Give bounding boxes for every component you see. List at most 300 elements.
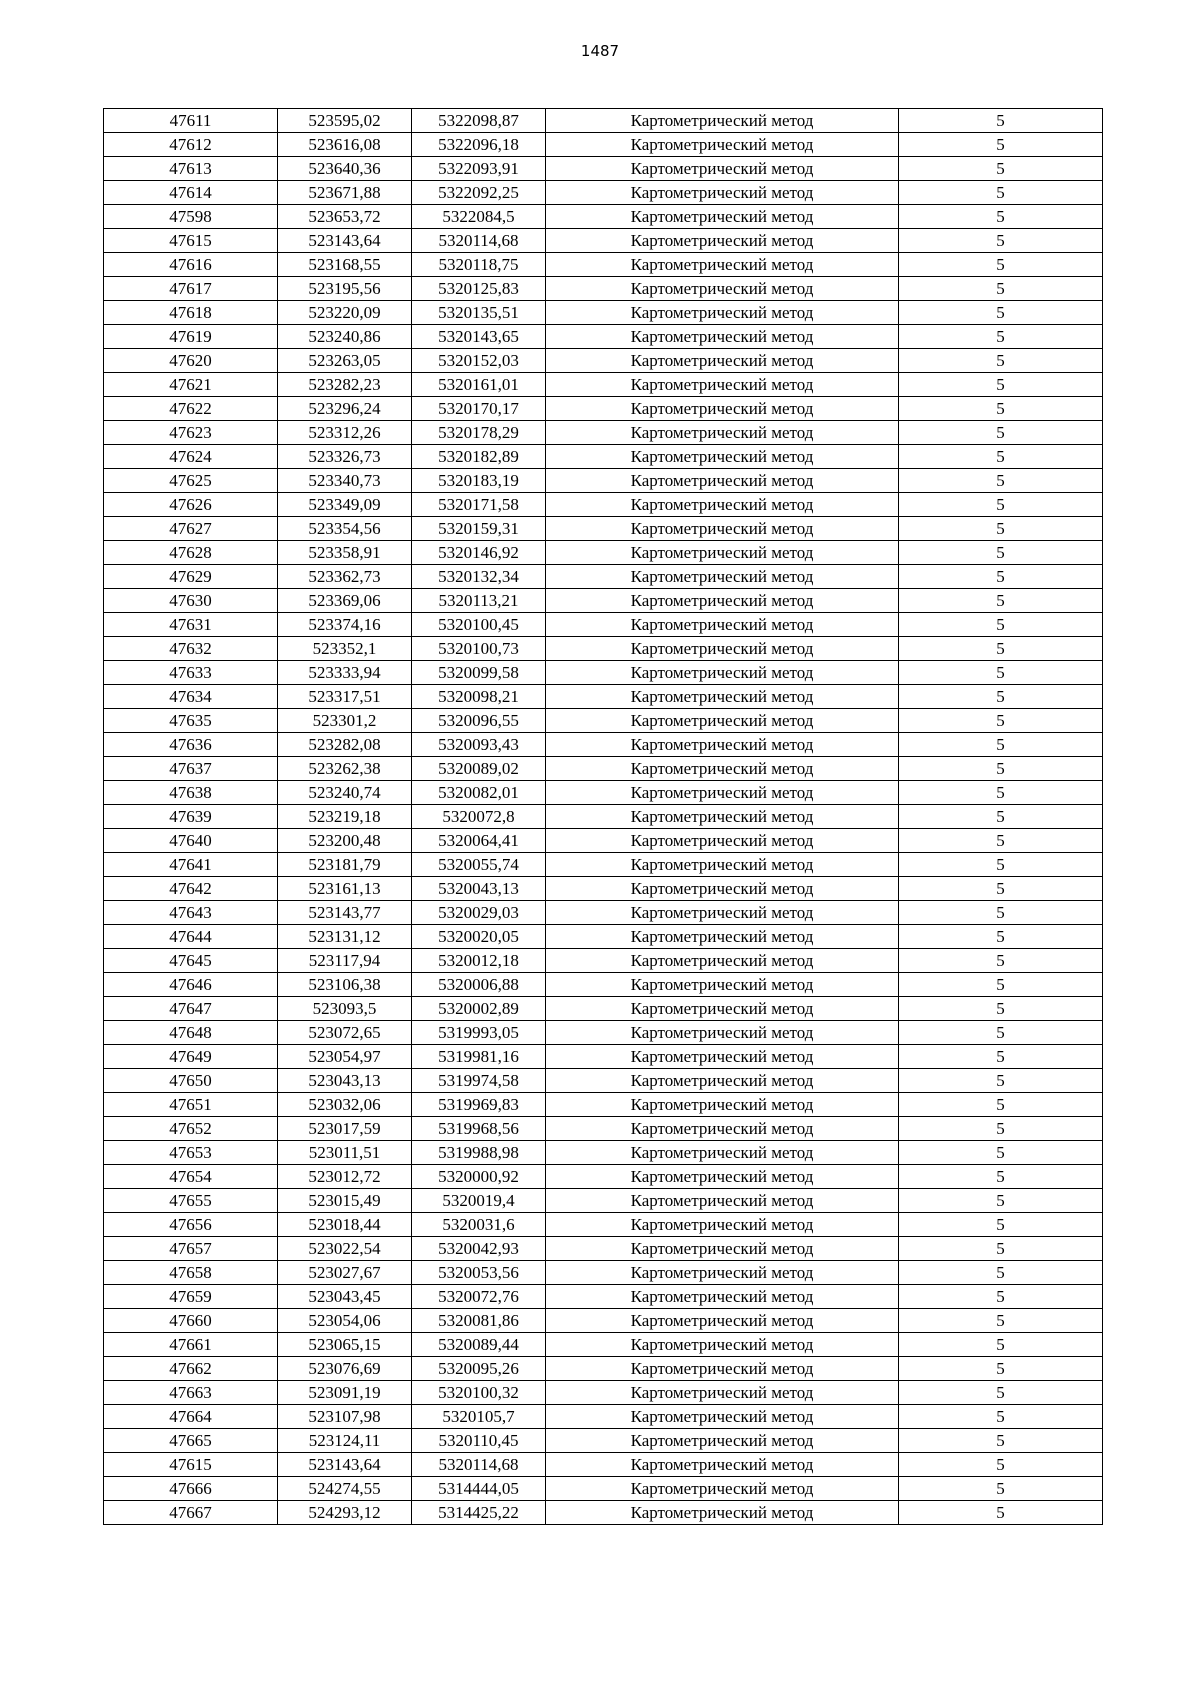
table-row xyxy=(104,1477,1103,1501)
accuracy-cell: 5 xyxy=(899,421,1103,445)
x-coordinate-cell: 523124,11 xyxy=(278,1429,412,1453)
table-row xyxy=(104,397,1103,421)
accuracy-cell: 5 xyxy=(899,973,1103,997)
x-coordinate-cell: 523107,98 xyxy=(278,1405,412,1429)
point-number-cell: 47657 xyxy=(104,1237,278,1261)
point-number-cell: 47655 xyxy=(104,1189,278,1213)
point-number-cell: 47633 xyxy=(104,661,278,685)
table-row xyxy=(104,997,1103,1021)
method-cell: Картометрический метод xyxy=(546,1309,899,1333)
point-number-cell: 47667 xyxy=(104,1501,278,1525)
point-number-cell: 47621 xyxy=(104,373,278,397)
accuracy-cell: 5 xyxy=(899,493,1103,517)
y-coordinate-cell: 5320064,41 xyxy=(412,829,546,853)
x-coordinate-cell: 523296,24 xyxy=(278,397,412,421)
table-row xyxy=(104,877,1103,901)
point-number-cell: 47630 xyxy=(104,589,278,613)
point-number-cell: 47650 xyxy=(104,1069,278,1093)
point-number-cell: 47615 xyxy=(104,1453,278,1477)
accuracy-cell: 5 xyxy=(899,541,1103,565)
point-number-cell: 47625 xyxy=(104,469,278,493)
accuracy-cell: 5 xyxy=(899,1357,1103,1381)
method-cell: Картометрический метод xyxy=(546,997,899,1021)
table-row xyxy=(104,853,1103,877)
accuracy-cell: 5 xyxy=(899,109,1103,133)
point-number-cell: 47598 xyxy=(104,205,278,229)
accuracy-cell: 5 xyxy=(899,781,1103,805)
y-coordinate-cell: 5320171,58 xyxy=(412,493,546,517)
y-coordinate-cell: 5319981,16 xyxy=(412,1045,546,1069)
accuracy-cell: 5 xyxy=(899,757,1103,781)
table-row xyxy=(104,1261,1103,1285)
y-coordinate-cell: 5320125,83 xyxy=(412,277,546,301)
x-coordinate-cell: 523282,08 xyxy=(278,733,412,757)
y-coordinate-cell: 5320183,19 xyxy=(412,469,546,493)
x-coordinate-cell: 523181,79 xyxy=(278,853,412,877)
accuracy-cell: 5 xyxy=(899,637,1103,661)
method-cell: Картометрический метод xyxy=(546,277,899,301)
method-cell: Картометрический метод xyxy=(546,301,899,325)
method-cell: Картометрический метод xyxy=(546,661,899,685)
y-coordinate-cell: 5320114,68 xyxy=(412,1453,546,1477)
point-number-cell: 47654 xyxy=(104,1165,278,1189)
table-row xyxy=(104,181,1103,205)
accuracy-cell: 5 xyxy=(899,901,1103,925)
method-cell: Картометрический метод xyxy=(546,1381,899,1405)
y-coordinate-cell: 5320113,21 xyxy=(412,589,546,613)
table-row xyxy=(104,1093,1103,1117)
accuracy-cell: 5 xyxy=(899,253,1103,277)
x-coordinate-cell: 523065,15 xyxy=(278,1333,412,1357)
method-cell: Картометрический метод xyxy=(546,1093,899,1117)
y-coordinate-cell: 5320100,73 xyxy=(412,637,546,661)
accuracy-cell: 5 xyxy=(899,277,1103,301)
point-number-cell: 47648 xyxy=(104,1021,278,1045)
y-coordinate-cell: 5322096,18 xyxy=(412,133,546,157)
table-row xyxy=(104,949,1103,973)
x-coordinate-cell: 523616,08 xyxy=(278,133,412,157)
table-row xyxy=(104,1405,1103,1429)
point-number-cell: 47617 xyxy=(104,277,278,301)
method-cell: Картометрический метод xyxy=(546,637,899,661)
point-number-cell: 47629 xyxy=(104,565,278,589)
x-coordinate-cell: 523352,1 xyxy=(278,637,412,661)
table-row xyxy=(104,1021,1103,1045)
x-coordinate-cell: 523022,54 xyxy=(278,1237,412,1261)
accuracy-cell: 5 xyxy=(899,1309,1103,1333)
accuracy-cell: 5 xyxy=(899,205,1103,229)
x-coordinate-cell: 523017,59 xyxy=(278,1117,412,1141)
method-cell: Картометрический метод xyxy=(546,949,899,973)
accuracy-cell: 5 xyxy=(899,181,1103,205)
y-coordinate-cell: 5320161,01 xyxy=(412,373,546,397)
point-number-cell: 47660 xyxy=(104,1309,278,1333)
x-coordinate-cell: 523131,12 xyxy=(278,925,412,949)
x-coordinate-cell: 523374,16 xyxy=(278,613,412,637)
point-number-cell: 47620 xyxy=(104,349,278,373)
y-coordinate-cell: 5320152,03 xyxy=(412,349,546,373)
method-cell: Картометрический метод xyxy=(546,877,899,901)
method-cell: Картометрический метод xyxy=(546,1357,899,1381)
point-number-cell: 47643 xyxy=(104,901,278,925)
point-number-cell: 47644 xyxy=(104,925,278,949)
table-row xyxy=(104,925,1103,949)
table-row xyxy=(104,829,1103,853)
y-coordinate-cell: 5319968,56 xyxy=(412,1117,546,1141)
y-coordinate-cell: 5320006,88 xyxy=(412,973,546,997)
table-row xyxy=(104,1501,1103,1525)
point-number-cell: 47613 xyxy=(104,157,278,181)
coordinates-table-body xyxy=(104,109,1103,1525)
table-row xyxy=(104,613,1103,637)
table-row xyxy=(104,685,1103,709)
method-cell: Картометрический метод xyxy=(546,1141,899,1165)
method-cell: Картометрический метод xyxy=(546,229,899,253)
y-coordinate-cell: 5322084,5 xyxy=(412,205,546,229)
y-coordinate-cell: 5319974,58 xyxy=(412,1069,546,1093)
y-coordinate-cell: 5320029,03 xyxy=(412,901,546,925)
table-row xyxy=(104,589,1103,613)
method-cell: Картометрический метод xyxy=(546,133,899,157)
method-cell: Картометрический метод xyxy=(546,1189,899,1213)
table-row xyxy=(104,1309,1103,1333)
point-number-cell: 47628 xyxy=(104,541,278,565)
y-coordinate-cell: 5319988,98 xyxy=(412,1141,546,1165)
accuracy-cell: 5 xyxy=(899,805,1103,829)
accuracy-cell: 5 xyxy=(899,301,1103,325)
x-coordinate-cell: 523143,64 xyxy=(278,1453,412,1477)
point-number-cell: 47666 xyxy=(104,1477,278,1501)
point-number-cell: 47651 xyxy=(104,1093,278,1117)
point-number-cell: 47627 xyxy=(104,517,278,541)
x-coordinate-cell: 523362,73 xyxy=(278,565,412,589)
method-cell: Картометрический метод xyxy=(546,685,899,709)
y-coordinate-cell: 5320089,44 xyxy=(412,1333,546,1357)
accuracy-cell: 5 xyxy=(899,997,1103,1021)
method-cell: Картометрический метод xyxy=(546,109,899,133)
accuracy-cell: 5 xyxy=(899,1261,1103,1285)
table-row xyxy=(104,469,1103,493)
method-cell: Картометрический метод xyxy=(546,1117,899,1141)
y-coordinate-cell: 5320143,65 xyxy=(412,325,546,349)
method-cell: Картометрический метод xyxy=(546,253,899,277)
x-coordinate-cell: 523240,74 xyxy=(278,781,412,805)
accuracy-cell: 5 xyxy=(899,1501,1103,1525)
accuracy-cell: 5 xyxy=(899,661,1103,685)
accuracy-cell: 5 xyxy=(899,1285,1103,1309)
method-cell: Картометрический метод xyxy=(546,1213,899,1237)
table-row xyxy=(104,661,1103,685)
table-row xyxy=(104,109,1103,133)
x-coordinate-cell: 523301,2 xyxy=(278,709,412,733)
point-number-cell: 47622 xyxy=(104,397,278,421)
table-row xyxy=(104,253,1103,277)
method-cell: Картометрический метод xyxy=(546,829,899,853)
table-row xyxy=(104,277,1103,301)
y-coordinate-cell: 5320159,31 xyxy=(412,517,546,541)
accuracy-cell: 5 xyxy=(899,1213,1103,1237)
x-coordinate-cell: 523015,49 xyxy=(278,1189,412,1213)
method-cell: Картометрический метод xyxy=(546,805,899,829)
y-coordinate-cell: 5320012,18 xyxy=(412,949,546,973)
table-row xyxy=(104,325,1103,349)
x-coordinate-cell: 523640,36 xyxy=(278,157,412,181)
page-number: 1487 xyxy=(580,42,620,60)
x-coordinate-cell: 524293,12 xyxy=(278,1501,412,1525)
method-cell: Картометрический метод xyxy=(546,613,899,637)
accuracy-cell: 5 xyxy=(899,1477,1103,1501)
table-row xyxy=(104,1453,1103,1477)
point-number-cell: 47626 xyxy=(104,493,278,517)
y-coordinate-cell: 5320118,75 xyxy=(412,253,546,277)
y-coordinate-cell: 5314425,22 xyxy=(412,1501,546,1525)
accuracy-cell: 5 xyxy=(899,133,1103,157)
point-number-cell: 47635 xyxy=(104,709,278,733)
table-row xyxy=(104,205,1103,229)
accuracy-cell: 5 xyxy=(899,349,1103,373)
point-number-cell: 47616 xyxy=(104,253,278,277)
method-cell: Картометрический метод xyxy=(546,445,899,469)
point-number-cell: 47638 xyxy=(104,781,278,805)
accuracy-cell: 5 xyxy=(899,1453,1103,1477)
x-coordinate-cell: 523072,65 xyxy=(278,1021,412,1045)
method-cell: Картометрический метод xyxy=(546,1069,899,1093)
method-cell: Картометрический метод xyxy=(546,1021,899,1045)
method-cell: Картометрический метод xyxy=(546,1237,899,1261)
table-row xyxy=(104,901,1103,925)
accuracy-cell: 5 xyxy=(899,1405,1103,1429)
point-number-cell: 47624 xyxy=(104,445,278,469)
table-row xyxy=(104,709,1103,733)
accuracy-cell: 5 xyxy=(899,373,1103,397)
point-number-cell: 47623 xyxy=(104,421,278,445)
x-coordinate-cell: 523333,94 xyxy=(278,661,412,685)
x-coordinate-cell: 523106,38 xyxy=(278,973,412,997)
method-cell: Картометрический метод xyxy=(546,181,899,205)
method-cell: Картометрический метод xyxy=(546,349,899,373)
point-number-cell: 47642 xyxy=(104,877,278,901)
x-coordinate-cell: 523011,51 xyxy=(278,1141,412,1165)
y-coordinate-cell: 5320170,17 xyxy=(412,397,546,421)
y-coordinate-cell: 5320182,89 xyxy=(412,445,546,469)
y-coordinate-cell: 5322098,87 xyxy=(412,109,546,133)
table-row xyxy=(104,493,1103,517)
table-row xyxy=(104,565,1103,589)
table-row xyxy=(104,421,1103,445)
accuracy-cell: 5 xyxy=(899,853,1103,877)
method-cell: Картометрический метод xyxy=(546,205,899,229)
y-coordinate-cell: 5320031,6 xyxy=(412,1213,546,1237)
point-number-cell: 47656 xyxy=(104,1213,278,1237)
table-row xyxy=(104,1045,1103,1069)
method-cell: Картометрический метод xyxy=(546,325,899,349)
accuracy-cell: 5 xyxy=(899,877,1103,901)
accuracy-cell: 5 xyxy=(899,325,1103,349)
method-cell: Картометрический метод xyxy=(546,397,899,421)
y-coordinate-cell: 5320042,93 xyxy=(412,1237,546,1261)
table-row xyxy=(104,1285,1103,1309)
method-cell: Картометрический метод xyxy=(546,1477,899,1501)
point-number-cell: 47659 xyxy=(104,1285,278,1309)
accuracy-cell: 5 xyxy=(899,157,1103,181)
accuracy-cell: 5 xyxy=(899,1093,1103,1117)
table-row xyxy=(104,1165,1103,1189)
method-cell: Картометрический метод xyxy=(546,1261,899,1285)
y-coordinate-cell: 5320093,43 xyxy=(412,733,546,757)
y-coordinate-cell: 5320178,29 xyxy=(412,421,546,445)
method-cell: Картометрический метод xyxy=(546,157,899,181)
method-cell: Картометрический метод xyxy=(546,901,899,925)
x-coordinate-cell: 523326,73 xyxy=(278,445,412,469)
method-cell: Картометрический метод xyxy=(546,853,899,877)
method-cell: Картометрический метод xyxy=(546,1045,899,1069)
accuracy-cell: 5 xyxy=(899,1165,1103,1189)
x-coordinate-cell: 523012,72 xyxy=(278,1165,412,1189)
method-cell: Картометрический метод xyxy=(546,373,899,397)
point-number-cell: 47658 xyxy=(104,1261,278,1285)
y-coordinate-cell: 5320135,51 xyxy=(412,301,546,325)
point-number-cell: 47653 xyxy=(104,1141,278,1165)
accuracy-cell: 5 xyxy=(899,829,1103,853)
coordinates-table xyxy=(103,108,1103,1525)
accuracy-cell: 5 xyxy=(899,469,1103,493)
x-coordinate-cell: 523143,64 xyxy=(278,229,412,253)
x-coordinate-cell: 523354,56 xyxy=(278,517,412,541)
method-cell: Картометрический метод xyxy=(546,1405,899,1429)
accuracy-cell: 5 xyxy=(899,925,1103,949)
x-coordinate-cell: 523358,91 xyxy=(278,541,412,565)
y-coordinate-cell: 5320072,76 xyxy=(412,1285,546,1309)
x-coordinate-cell: 523054,97 xyxy=(278,1045,412,1069)
y-coordinate-cell: 5320020,05 xyxy=(412,925,546,949)
method-cell: Картометрический метод xyxy=(546,1453,899,1477)
point-number-cell: 47640 xyxy=(104,829,278,853)
table-row xyxy=(104,733,1103,757)
table-row xyxy=(104,157,1103,181)
point-number-cell: 47612 xyxy=(104,133,278,157)
table-row xyxy=(104,1237,1103,1261)
point-number-cell: 47652 xyxy=(104,1117,278,1141)
accuracy-cell: 5 xyxy=(899,1189,1103,1213)
method-cell: Картометрический метод xyxy=(546,973,899,997)
point-number-cell: 47615 xyxy=(104,229,278,253)
accuracy-cell: 5 xyxy=(899,589,1103,613)
y-coordinate-cell: 5320019,4 xyxy=(412,1189,546,1213)
accuracy-cell: 5 xyxy=(899,613,1103,637)
y-coordinate-cell: 5320132,34 xyxy=(412,565,546,589)
y-coordinate-cell: 5320114,68 xyxy=(412,229,546,253)
table-row xyxy=(104,1213,1103,1237)
y-coordinate-cell: 5320082,01 xyxy=(412,781,546,805)
method-cell: Картометрический метод xyxy=(546,565,899,589)
x-coordinate-cell: 524274,55 xyxy=(278,1477,412,1501)
y-coordinate-cell: 5320100,32 xyxy=(412,1381,546,1405)
point-number-cell: 47618 xyxy=(104,301,278,325)
table-row xyxy=(104,541,1103,565)
x-coordinate-cell: 523195,56 xyxy=(278,277,412,301)
point-number-cell: 47649 xyxy=(104,1045,278,1069)
y-coordinate-cell: 5320055,74 xyxy=(412,853,546,877)
table-row xyxy=(104,973,1103,997)
point-number-cell: 47632 xyxy=(104,637,278,661)
x-coordinate-cell: 523219,18 xyxy=(278,805,412,829)
x-coordinate-cell: 523093,5 xyxy=(278,997,412,1021)
point-number-cell: 47664 xyxy=(104,1405,278,1429)
x-coordinate-cell: 523161,13 xyxy=(278,877,412,901)
x-coordinate-cell: 523349,09 xyxy=(278,493,412,517)
point-number-cell: 47641 xyxy=(104,853,278,877)
y-coordinate-cell: 5320081,86 xyxy=(412,1309,546,1333)
y-coordinate-cell: 5320099,58 xyxy=(412,661,546,685)
method-cell: Картометрический метод xyxy=(546,709,899,733)
x-coordinate-cell: 523220,09 xyxy=(278,301,412,325)
accuracy-cell: 5 xyxy=(899,685,1103,709)
table-row xyxy=(104,1141,1103,1165)
accuracy-cell: 5 xyxy=(899,1237,1103,1261)
x-coordinate-cell: 523200,48 xyxy=(278,829,412,853)
method-cell: Картометрический метод xyxy=(546,733,899,757)
table-row xyxy=(104,133,1103,157)
point-number-cell: 47663 xyxy=(104,1381,278,1405)
x-coordinate-cell: 523262,38 xyxy=(278,757,412,781)
accuracy-cell: 5 xyxy=(899,1045,1103,1069)
table-row xyxy=(104,1429,1103,1453)
method-cell: Картометрический метод xyxy=(546,1429,899,1453)
method-cell: Картометрический метод xyxy=(546,925,899,949)
method-cell: Картометрический метод xyxy=(546,469,899,493)
x-coordinate-cell: 523076,69 xyxy=(278,1357,412,1381)
table-row xyxy=(104,349,1103,373)
x-coordinate-cell: 523653,72 xyxy=(278,205,412,229)
method-cell: Картометрический метод xyxy=(546,421,899,445)
method-cell: Картометрический метод xyxy=(546,781,899,805)
x-coordinate-cell: 523369,06 xyxy=(278,589,412,613)
accuracy-cell: 5 xyxy=(899,229,1103,253)
method-cell: Картометрический метод xyxy=(546,757,899,781)
accuracy-cell: 5 xyxy=(899,709,1103,733)
accuracy-cell: 5 xyxy=(899,1021,1103,1045)
accuracy-cell: 5 xyxy=(899,565,1103,589)
y-coordinate-cell: 5320043,13 xyxy=(412,877,546,901)
table-row xyxy=(104,1357,1103,1381)
y-coordinate-cell: 5320095,26 xyxy=(412,1357,546,1381)
point-number-cell: 47646 xyxy=(104,973,278,997)
point-number-cell: 47639 xyxy=(104,805,278,829)
table-row xyxy=(104,757,1103,781)
x-coordinate-cell: 523091,19 xyxy=(278,1381,412,1405)
method-cell: Картометрический метод xyxy=(546,1501,899,1525)
accuracy-cell: 5 xyxy=(899,1429,1103,1453)
x-coordinate-cell: 523317,51 xyxy=(278,685,412,709)
y-coordinate-cell: 5320053,56 xyxy=(412,1261,546,1285)
point-number-cell: 47661 xyxy=(104,1333,278,1357)
y-coordinate-cell: 5322093,91 xyxy=(412,157,546,181)
point-number-cell: 47631 xyxy=(104,613,278,637)
point-number-cell: 47614 xyxy=(104,181,278,205)
x-coordinate-cell: 523054,06 xyxy=(278,1309,412,1333)
method-cell: Картометрический метод xyxy=(546,1333,899,1357)
accuracy-cell: 5 xyxy=(899,397,1103,421)
x-coordinate-cell: 523168,55 xyxy=(278,253,412,277)
x-coordinate-cell: 523043,45 xyxy=(278,1285,412,1309)
table-row xyxy=(104,301,1103,325)
accuracy-cell: 5 xyxy=(899,1381,1103,1405)
table-row xyxy=(104,1333,1103,1357)
y-coordinate-cell: 5320098,21 xyxy=(412,685,546,709)
table-row xyxy=(104,1117,1103,1141)
x-coordinate-cell: 523018,44 xyxy=(278,1213,412,1237)
y-coordinate-cell: 5322092,25 xyxy=(412,181,546,205)
